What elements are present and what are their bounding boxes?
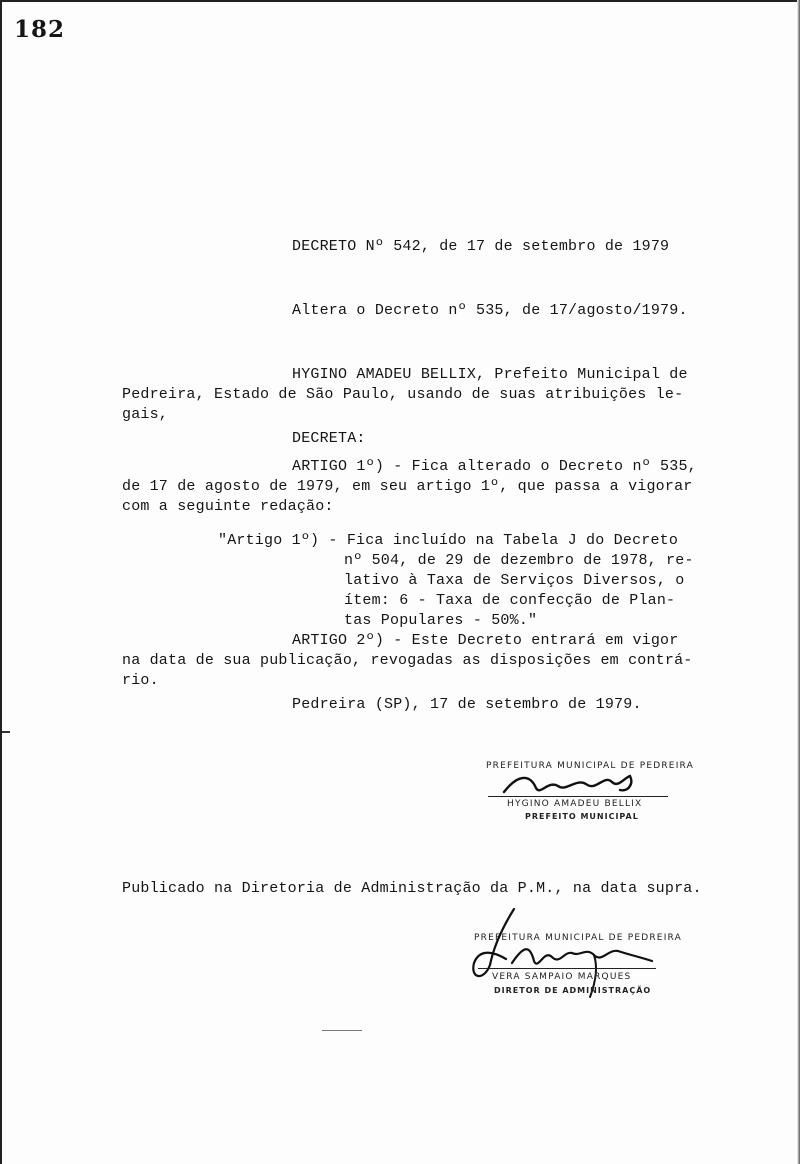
quoted-line-4: ítem: 6 - Taxa de confecção de Plan- [344, 592, 676, 609]
signature-line-1 [488, 796, 668, 797]
artigo2-line-2: na data de sua publicação, revogadas as disposições em contrá- [122, 652, 693, 669]
signer-role-mayor: PREFEITO MUNICIPAL [525, 812, 639, 821]
quoted-line-5: tas Populares - 50%." [344, 612, 538, 629]
preamble-line-3: gais, [122, 406, 169, 423]
page-edge-top [0, 0, 800, 2]
artigo1-line-2: de 17 de agosto de 1979, em seu artigo 1º, que passa a vigorar [122, 478, 693, 495]
page-edge-left [0, 0, 2, 1164]
decreta-heading: DECRETA: [292, 430, 366, 447]
artigo2-line-3: rio. [122, 672, 159, 689]
decree-summary: Altera o Decreto nº 535, de 17/agosto/1979. [292, 302, 688, 319]
signature-line-2 [478, 968, 656, 969]
signer-name-director: VERA SAMPAIO MARQUES [492, 972, 632, 982]
page-number: 182 [14, 16, 66, 43]
stamp-prefeitura-1: PREFEITURA MUNICIPAL DE PEDREIRA [486, 761, 694, 771]
preamble-line-1: HYGINO AMADEU BELLIX, Prefeito Municipal de [292, 366, 688, 383]
place-date: Pedreira (SP), 17 de setembro de 1979. [292, 696, 642, 713]
stamp-prefeitura-2: PREFEITURA MUNICIPAL DE PEDREIRA [474, 933, 682, 943]
artigo1-line-3: com a seguinte redação: [122, 498, 334, 515]
quoted-line-2: nº 504, de 29 de dezembro de 1978, re- [344, 552, 694, 569]
signer-role-director: DIRETOR DE ADMINISTRAÇÃO [494, 986, 652, 995]
preamble-line-2: Pedreira, Estado de São Paulo, usando de suas atribuições le- [122, 386, 684, 403]
quoted-line-1: "Artigo 1º) - Fica incluído na Tabela J do Decreto [218, 532, 679, 549]
decree-title: DECRETO Nº 542, de 17 de setembro de 1979 [292, 238, 670, 255]
publication-note: Publicado na Diretoria de Administração da P.M., na data supra. [122, 880, 702, 897]
scan-speck [2, 731, 10, 733]
quoted-line-3: lativo à Taxa de Serviços Diversos, o [344, 572, 685, 589]
signer-name-mayor: HYGINO AMADEU BELLIX [507, 799, 643, 809]
scan-speck [322, 1030, 362, 1031]
artigo2-line-1: ARTIGO 2º) - Este Decreto entrará em vigor [292, 632, 679, 649]
artigo1-line-1: ARTIGO 1º) - Fica alterado o Decreto nº 535, [292, 458, 697, 475]
